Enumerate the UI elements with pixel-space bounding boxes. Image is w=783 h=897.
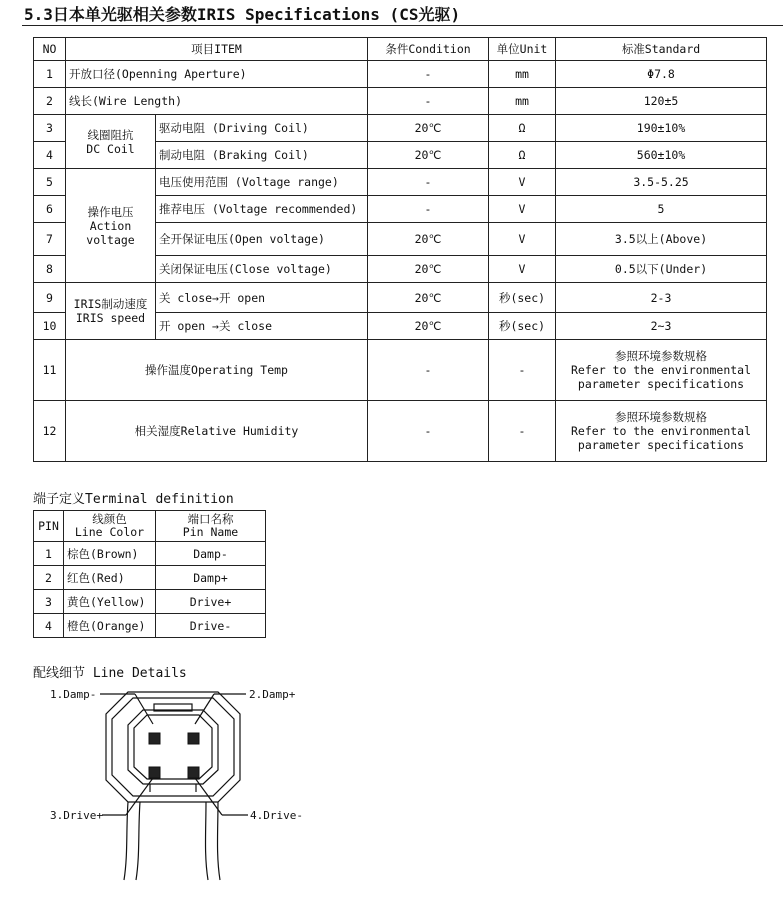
pin-name: Drive- (156, 614, 266, 638)
standard-line-en: Refer to the environmental (571, 424, 752, 438)
spec-header-row (34, 38, 767, 61)
row-subitem: 电压使用范围 (Voltage range) (156, 169, 368, 196)
row-unit: V (489, 223, 556, 256)
connector-outer-shell (106, 692, 240, 802)
page-title: 5.3日本单光驱相关参数IRIS Specifications (CS光驱) (24, 5, 461, 24)
row-standard: 0.5以下(Under) (556, 256, 767, 283)
row-unit: 秒(sec) (489, 313, 556, 340)
table-row (34, 115, 767, 142)
line-details-title: 配线细节 Line Details (33, 666, 187, 681)
row-subitem: 关 close→开 open (156, 283, 368, 313)
terminal-section-title: 端子定义Terminal definition (33, 492, 234, 507)
row-unit: Ω (489, 142, 556, 169)
group-iris-speed (66, 283, 156, 340)
standard-line-en: Refer to the environmental (571, 363, 752, 377)
row-condition: - (368, 401, 489, 462)
pin-name: Drive+ (156, 590, 266, 614)
row-condition: - (368, 196, 489, 223)
row-condition: 20℃ (368, 223, 489, 256)
table-row (34, 88, 767, 115)
row-standard: 2~3 (556, 313, 767, 340)
standard-line-cn: 参照环境参数规格 (615, 410, 708, 424)
group-label-en: voltage (86, 232, 135, 247)
header-unit: 单位Unit (489, 38, 556, 61)
table-row (34, 401, 767, 462)
pin-color: 棕色(Brown) (64, 542, 156, 566)
header-line-color-en: Line Color (74, 525, 145, 539)
row-condition: 20℃ (368, 256, 489, 283)
pin-3 (149, 767, 160, 778)
connector-diagram (0, 680, 340, 890)
row-subitem: 推荐电压 (Voltage recommended) (156, 196, 368, 223)
pin-label-2: 2.Damp+ (249, 688, 296, 701)
header-pin: PIN (34, 511, 64, 542)
row-standard: 190±10% (556, 115, 767, 142)
row-no: 6 (34, 196, 66, 223)
pin-color: 红色(Red) (64, 566, 156, 590)
row-standard: Φ7.8 (556, 61, 767, 88)
row-subitem: 关闭保证电压(Close voltage) (156, 256, 368, 283)
header-item: 项目ITEM (66, 38, 368, 61)
row-standard (556, 401, 767, 462)
pin-color: 橙色(Orange) (64, 614, 156, 638)
terminal-table (33, 510, 266, 638)
row-condition: 20℃ (368, 115, 489, 142)
standard-line-en: parameter specifications (577, 377, 745, 391)
group-label-en: IRIS speed (75, 311, 146, 325)
group-label-cn: 操作电压 (87, 204, 134, 219)
row-no: 4 (34, 142, 66, 169)
row-condition: - (368, 88, 489, 115)
row-condition: - (368, 169, 489, 196)
row-no: 3 (34, 115, 66, 142)
pin-label-3: 3.Drive+ (50, 809, 103, 822)
terminal-header-row (34, 511, 266, 542)
row-condition: - (368, 61, 489, 88)
header-pin-name-en: Pin Name (182, 525, 239, 539)
spec-table (33, 37, 767, 462)
connector-body-inner (134, 715, 212, 779)
pin-name: Damp+ (156, 566, 266, 590)
row-standard: 560±10% (556, 142, 767, 169)
row-subitem: 制动电阻 (Braking Coil) (156, 142, 368, 169)
row-condition: - (368, 340, 489, 401)
pin-number: 4 (34, 614, 64, 638)
header-no: NO (34, 38, 66, 61)
row-unit: 秒(sec) (489, 283, 556, 313)
row-standard: 2-3 (556, 283, 767, 313)
table-row (34, 542, 266, 566)
row-condition: 20℃ (368, 283, 489, 313)
group-dc-coil (66, 115, 156, 169)
table-row (34, 61, 767, 88)
row-condition: 20℃ (368, 313, 489, 340)
row-standard: 3.5-5.25 (556, 169, 767, 196)
row-unit: mm (489, 88, 556, 115)
row-standard: 5 (556, 196, 767, 223)
group-label-en: Action (89, 218, 132, 233)
row-standard (556, 340, 767, 401)
table-row (34, 169, 767, 196)
row-no: 12 (34, 401, 66, 462)
row-subitem: 开 open →关 close (156, 313, 368, 340)
table-row (34, 590, 266, 614)
title-underline (22, 25, 783, 26)
connector-pins (149, 733, 199, 778)
row-unit: - (489, 340, 556, 401)
row-no: 10 (34, 313, 66, 340)
header-condition: 条件Condition (368, 38, 489, 61)
pin-label-4: 4.Drive- (250, 809, 303, 822)
row-subitem: 全开保证电压(Open voltage) (156, 223, 368, 256)
row-unit: - (489, 401, 556, 462)
row-standard: 120±5 (556, 88, 767, 115)
table-row (34, 283, 767, 313)
row-unit: mm (489, 61, 556, 88)
row-standard: 3.5以上(Above) (556, 223, 767, 256)
table-row (34, 614, 266, 638)
row-no: 5 (34, 169, 66, 196)
row-no: 8 (34, 256, 66, 283)
pin-number: 1 (34, 542, 64, 566)
group-label-cn: 线圈阻抗 (87, 127, 134, 142)
table-row (34, 566, 266, 590)
row-item: 相关湿度Relative Humidity (66, 401, 368, 462)
header-pin-name-cn: 端口名称 (187, 512, 234, 526)
row-item: 开放口径(Openning Aperture) (66, 61, 368, 88)
row-no: 2 (34, 88, 66, 115)
row-no: 11 (34, 340, 66, 401)
header-standard: 标准Standard (556, 38, 767, 61)
standard-line-cn: 参照环境参数规格 (615, 349, 708, 363)
row-item: 操作温度Operating Temp (66, 340, 368, 401)
row-subitem: 驱动电阻 (Driving Coil) (156, 115, 368, 142)
row-no: 1 (34, 61, 66, 88)
table-row (34, 340, 767, 401)
group-action-voltage (66, 169, 156, 283)
pin-4 (188, 767, 199, 778)
header-pin-name (156, 511, 266, 542)
group-label-cn: IRIS制动速度 (73, 297, 148, 311)
pin-number: 2 (34, 566, 64, 590)
row-item: 线长(Wire Length) (66, 88, 368, 115)
row-condition: 20℃ (368, 142, 489, 169)
pin-color: 黄色(Yellow) (64, 590, 156, 614)
pin-1 (149, 733, 160, 744)
header-line-color-cn: 线颜色 (92, 512, 127, 526)
row-unit: Ω (489, 115, 556, 142)
connector-inner-shell (112, 698, 234, 796)
row-unit: V (489, 169, 556, 196)
pin-2 (188, 733, 199, 744)
header-line-color (64, 511, 156, 542)
row-unit: V (489, 196, 556, 223)
standard-line-en: parameter specifications (577, 438, 745, 452)
pin-number: 3 (34, 590, 64, 614)
group-label-en: DC Coil (86, 141, 135, 156)
row-no: 7 (34, 223, 66, 256)
row-no: 9 (34, 283, 66, 313)
pin-label-1: 1.Damp- (50, 688, 97, 701)
pin-name: Damp- (156, 542, 266, 566)
row-unit: V (489, 256, 556, 283)
